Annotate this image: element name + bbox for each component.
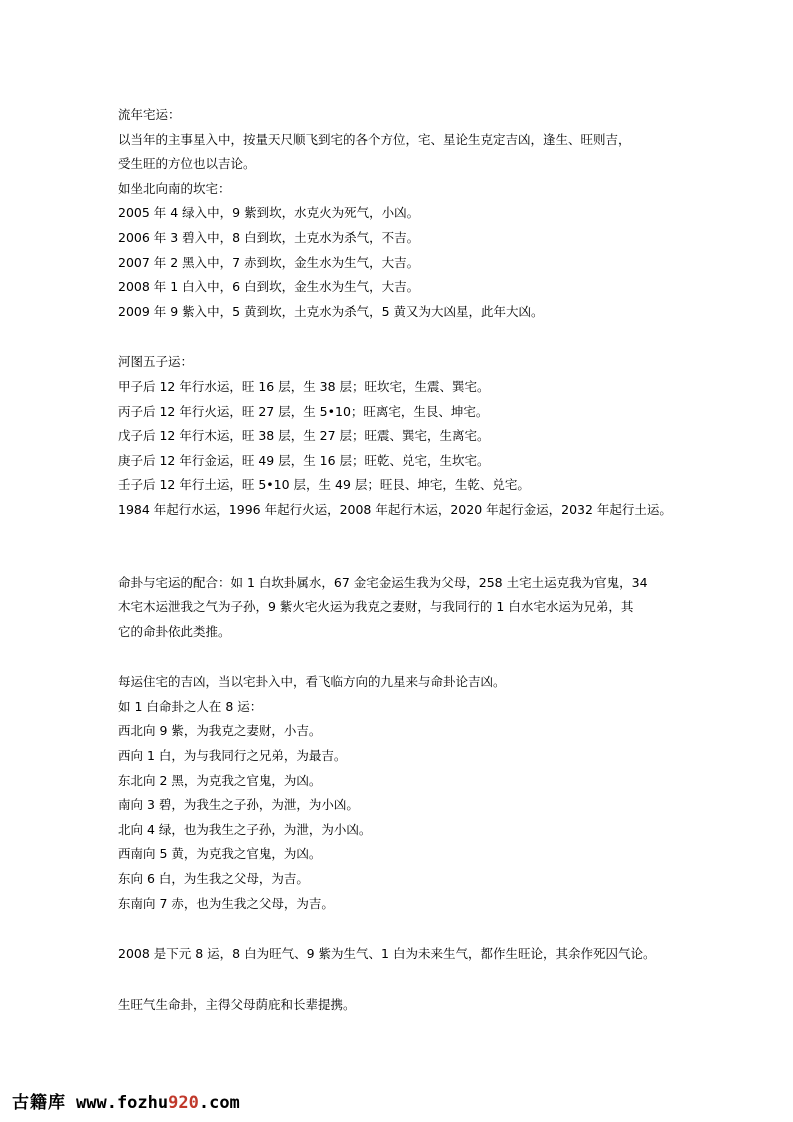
paragraph-line: 北向 4 绿，也为我生之子孙，为泄，为小凶。 bbox=[118, 821, 372, 837]
site-part-3: .com bbox=[198, 1093, 240, 1113]
paragraph-line: 木宅木运泄我之气为子孙，9 紫火宅火运为我克之妻财，与我同行的 1 白水宅水运为兄弟，其 bbox=[118, 599, 634, 615]
paragraph-line: 东南向 7 赤，也为生我之父母，为吉。 bbox=[118, 895, 334, 911]
paragraph-line: 1984 年起行水运，1996 年起行火运，2008 年起行木运，2020 年起行金运，2032 年起行土运。 bbox=[118, 501, 672, 517]
site-part-2: 920 bbox=[168, 1093, 199, 1113]
paragraph-line: 2007 年 2 黑入中，7 赤到坎，金生水为生气，大吉。 bbox=[118, 254, 420, 270]
section-title: 流年宅运： bbox=[118, 107, 181, 122]
section-shengwang bbox=[118, 993, 698, 1018]
paragraph-line: 如坐北向南的坎宅： bbox=[118, 180, 231, 196]
paragraph-line: 它的命卦依此类推。 bbox=[118, 623, 231, 639]
paragraph-line: 生旺气生命卦，主得父母荫庇和长辈提携。 bbox=[118, 996, 356, 1012]
paragraph-line: 2008 是下元 8 运，8 白为旺气、9 紫为生气、1 白为未来生气，都作生旺论，其余作死囚气论。 bbox=[118, 946, 656, 962]
watermark-footer bbox=[12, 1088, 240, 1114]
paragraph-line: 2005 年 4 绿入中，9 紫到坎，水克火为死气，小凶。 bbox=[118, 205, 420, 221]
spacer bbox=[118, 523, 698, 571]
section-meiyun-zhuzhai bbox=[118, 670, 698, 916]
paragraph-line: 戊子后 12 年行木运，旺 38 层，生 27 层；旺震、巽宅，生离宅。 bbox=[118, 428, 490, 444]
paragraph-line: 壬子后 12 年行土运，旺 5•10 层，生 49 层；旺艮、坤宅，生乾、兑宅。 bbox=[118, 477, 530, 493]
paragraph-line: 西向 1 白，为与我同行之兄弟，为最吉。 bbox=[118, 748, 347, 764]
footer-brand: 古籍库 bbox=[12, 1093, 66, 1113]
paragraph-line: 庚子后 12 年行金运，旺 49 层，生 16 层；旺乾、兑宅，生坎宅。 bbox=[118, 452, 490, 468]
paragraph-line: 南向 3 碧，为我生之子孙，为泄，为小凶。 bbox=[118, 797, 359, 813]
section-liunian-zhaiyun bbox=[118, 103, 698, 324]
paragraph-line: 命卦与宅运的配合：如 1 白坎卦属水，67 金宅金运生我为父母，258 土宅土运克我为官鬼，34 bbox=[118, 574, 648, 590]
paragraph-line: 2009 年 9 紫入中，5 黄到坎，土克水为杀气，5 黄又为大凶星，此年大凶。 bbox=[118, 303, 544, 319]
spacer bbox=[118, 644, 698, 670]
paragraph-line: 2006 年 3 碧入中，8 白到坎，土克水为杀气，不吉。 bbox=[118, 229, 420, 245]
section-hetu-wuziyun bbox=[118, 350, 698, 522]
document-body bbox=[118, 103, 698, 1017]
paragraph-line: 西北向 9 紫，为我克之妻财，小吉。 bbox=[118, 723, 322, 739]
paragraph-line: 每运住宅的吉凶，当以宅卦入中，看飞临方向的九星来与命卦论吉凶。 bbox=[118, 674, 506, 690]
paragraph-line: 以当年的主事星入中，按量天尺顺飞到宅的各个方位，宅、星论生克定吉凶，逢生、旺则吉， bbox=[118, 131, 631, 147]
section-minggua-peihe bbox=[118, 571, 698, 645]
paragraph-line: 甲子后 12 年行水运，旺 16 层，生 38 层；旺坎宅，生震、巽宅。 bbox=[118, 378, 490, 394]
section-xiayuan-8yun bbox=[118, 942, 698, 967]
section-title: 河图五子运： bbox=[118, 354, 194, 370]
footer-site-link bbox=[76, 1093, 240, 1113]
paragraph-line: 东北向 2 黑，为克我之官鬼，为凶。 bbox=[118, 772, 322, 788]
paragraph-line: 丙子后 12 年行火运，旺 27 层，生 5•10；旺离宅，生艮、坤宅。 bbox=[118, 403, 489, 419]
paragraph-line: 如 1 白命卦之人在 8 运： bbox=[118, 698, 263, 714]
paragraph-line: 西南向 5 黄，为克我之官鬼，为凶。 bbox=[118, 846, 322, 862]
spacer bbox=[118, 324, 698, 350]
paragraph-line: 2008 年 1 白入中，6 白到坎，金生水为生气，大吉。 bbox=[118, 279, 420, 295]
spacer bbox=[118, 916, 698, 942]
paragraph-line: 东向 6 白，为生我之父母，为吉。 bbox=[118, 871, 309, 887]
paragraph-line: 受生旺的方位也以吉论。 bbox=[118, 156, 256, 172]
site-part-1: www.fozhu bbox=[76, 1093, 169, 1113]
spacer bbox=[118, 967, 698, 993]
